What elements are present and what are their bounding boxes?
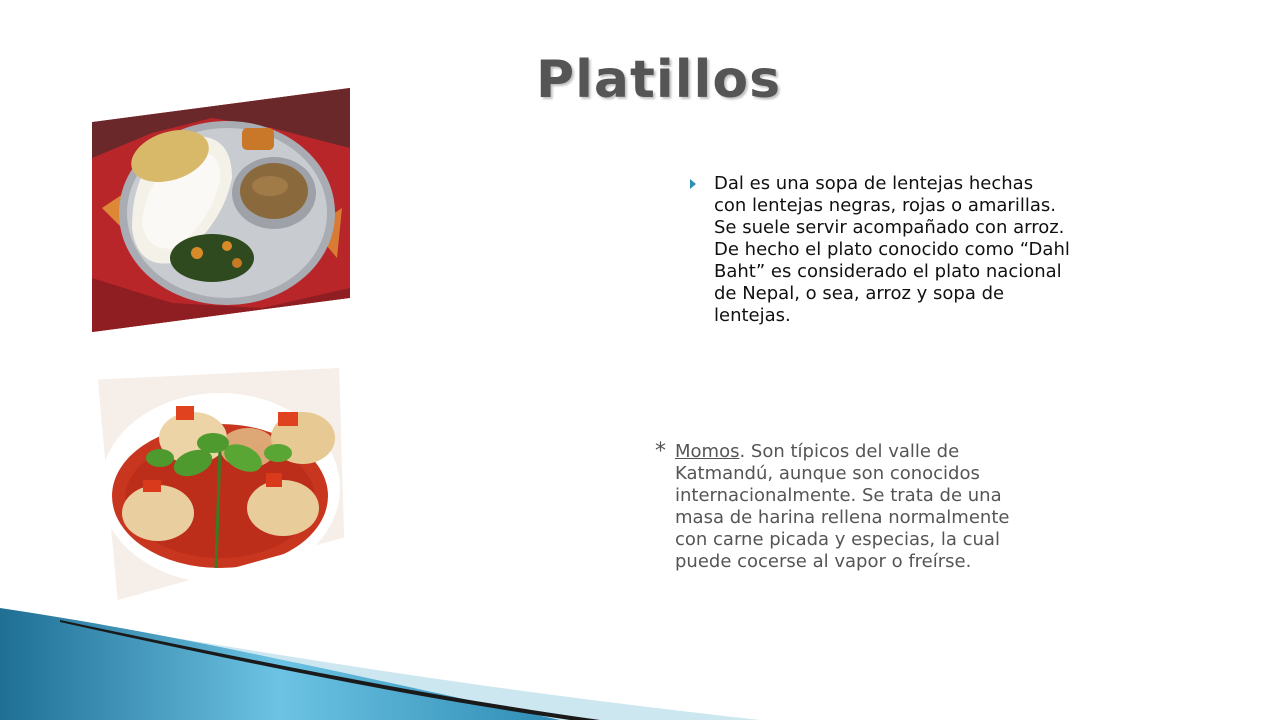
dal-description bbox=[690, 173, 1070, 327]
momos-description bbox=[655, 441, 1035, 573]
slide-title: Platillos bbox=[536, 50, 782, 110]
momos-term: Momos bbox=[675, 441, 740, 462]
bottom-swoosh-decoration bbox=[0, 600, 1280, 720]
dal-bhat-photo bbox=[92, 88, 350, 332]
momos-description-text bbox=[675, 441, 1035, 573]
dal-description-text: Dal es una sopa de lentejas hechas con lentejas negras, rojas o amarillas. Se suele servir acompañado con arroz. De hecho el plato conocido como “Dahl Baht” es considerado el plato nacional de Nepal, o sea, arroz y sopa de lentejas. bbox=[714, 173, 1070, 326]
bullet-arrow-icon bbox=[690, 179, 696, 189]
momos-photo bbox=[98, 368, 344, 600]
asterisk-bullet: * bbox=[655, 439, 666, 464]
momos-rest-text: . Son típicos del valle de Katmandú, aunque son conocidos internacionalmente. Se trata de una masa de harina rellena normalmente con carne picada y especias, la cual puede cocerse al vapor o freírse. bbox=[675, 441, 1010, 572]
